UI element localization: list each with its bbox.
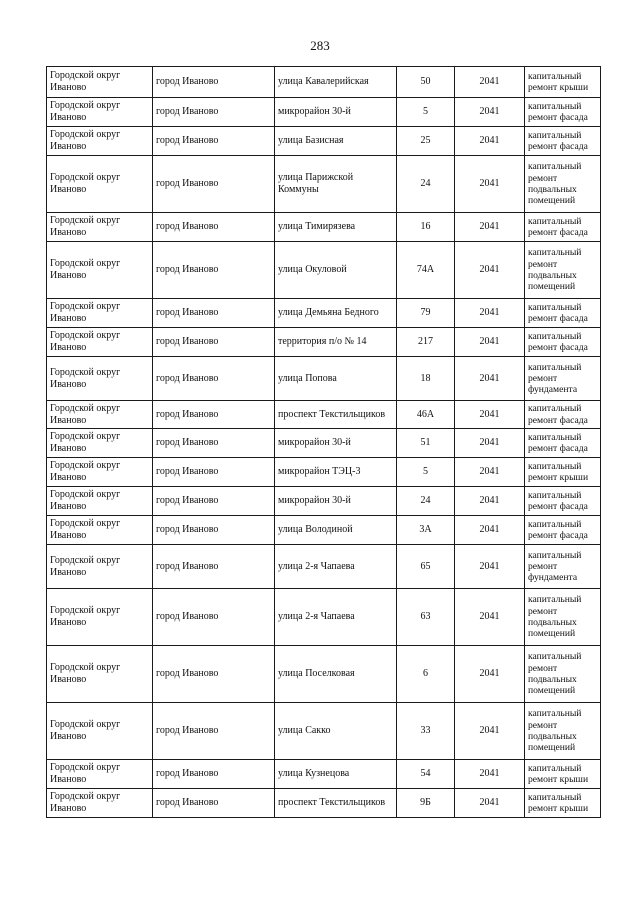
city-cell: город Иваново xyxy=(153,516,275,545)
street-cell: проспект Текстильщиков xyxy=(275,401,397,429)
house-cell: 16 xyxy=(397,213,455,242)
year-cell: 2041 xyxy=(455,401,525,429)
table-row xyxy=(47,646,601,703)
okrug-cell: Городской округ Иваново xyxy=(47,589,153,646)
okrug-cell: Городской округ Иваново xyxy=(47,357,153,401)
table-row xyxy=(47,357,601,401)
okrug-cell: Городской округ Иваново xyxy=(47,127,153,156)
house-cell: 24 xyxy=(397,487,455,516)
okrug-cell: Городской округ Иваново xyxy=(47,67,153,98)
work-type-cell: капитальный ремонт подвальных помещений xyxy=(525,242,601,299)
city-cell: город Иваново xyxy=(153,429,275,458)
house-cell: 3А xyxy=(397,516,455,545)
work-type-cell: капитальный ремонт подвальных помещений xyxy=(525,646,601,703)
okrug-cell: Городской округ Иваново xyxy=(47,98,153,127)
work-type-cell: капитальный ремонт крыши xyxy=(525,760,601,789)
table-row xyxy=(47,328,601,357)
city-cell: город Иваново xyxy=(153,213,275,242)
year-cell: 2041 xyxy=(455,98,525,127)
year-cell: 2041 xyxy=(455,67,525,98)
house-cell: 79 xyxy=(397,299,455,328)
city-cell: город Иваново xyxy=(153,589,275,646)
year-cell: 2041 xyxy=(455,760,525,789)
year-cell: 2041 xyxy=(455,545,525,589)
street-cell: улица Сакко xyxy=(275,703,397,760)
work-type-cell: капитальный ремонт крыши xyxy=(525,458,601,487)
city-cell: город Иваново xyxy=(153,703,275,760)
street-cell: улица Демьяна Бедного xyxy=(275,299,397,328)
work-type-cell: капитальный ремонт подвальных помещений xyxy=(525,703,601,760)
year-cell: 2041 xyxy=(455,357,525,401)
work-type-cell: капитальный ремонт подвальных помещений xyxy=(525,589,601,646)
street-cell: улица Тимирязева xyxy=(275,213,397,242)
table-row xyxy=(47,545,601,589)
city-cell: город Иваново xyxy=(153,127,275,156)
house-cell: 6 xyxy=(397,646,455,703)
table-row xyxy=(47,156,601,213)
work-type-cell: капитальный ремонт фасада xyxy=(525,127,601,156)
house-cell: 63 xyxy=(397,589,455,646)
year-cell: 2041 xyxy=(455,127,525,156)
street-cell: улица Попова xyxy=(275,357,397,401)
year-cell: 2041 xyxy=(455,328,525,357)
city-cell: город Иваново xyxy=(153,156,275,213)
city-cell: город Иваново xyxy=(153,299,275,328)
street-cell: улица Окуловой xyxy=(275,242,397,299)
okrug-cell: Городской округ Иваново xyxy=(47,429,153,458)
city-cell: город Иваново xyxy=(153,357,275,401)
year-cell: 2041 xyxy=(455,589,525,646)
okrug-cell: Городской округ Иваново xyxy=(47,299,153,328)
city-cell: город Иваново xyxy=(153,646,275,703)
city-cell: город Иваново xyxy=(153,487,275,516)
year-cell: 2041 xyxy=(455,516,525,545)
okrug-cell: Городской округ Иваново xyxy=(47,646,153,703)
year-cell: 2041 xyxy=(455,458,525,487)
house-cell: 33 xyxy=(397,703,455,760)
table-row xyxy=(47,429,601,458)
city-cell: город Иваново xyxy=(153,545,275,589)
year-cell: 2041 xyxy=(455,213,525,242)
okrug-cell: Городской округ Иваново xyxy=(47,156,153,213)
table-row xyxy=(47,589,601,646)
work-type-cell: капитальный ремонт подвальных помещений xyxy=(525,156,601,213)
work-type-cell: капитальный ремонт фундамента xyxy=(525,545,601,589)
street-cell: микрорайон 30-й xyxy=(275,98,397,127)
okrug-cell: Городской округ Иваново xyxy=(47,487,153,516)
table-row xyxy=(47,127,601,156)
city-cell: город Иваново xyxy=(153,328,275,357)
table-row xyxy=(47,213,601,242)
table-row xyxy=(47,516,601,545)
house-cell: 24 xyxy=(397,156,455,213)
street-cell: территория п/о № 14 xyxy=(275,328,397,357)
okrug-cell: Городской округ Иваново xyxy=(47,760,153,789)
okrug-cell: Городской округ Иваново xyxy=(47,516,153,545)
house-cell: 25 xyxy=(397,127,455,156)
table-row xyxy=(47,67,601,98)
table-row xyxy=(47,760,601,789)
city-cell: город Иваново xyxy=(153,401,275,429)
house-cell: 51 xyxy=(397,429,455,458)
work-type-cell: капитальный ремонт фасада xyxy=(525,328,601,357)
okrug-cell: Городской округ Иваново xyxy=(47,789,153,818)
house-cell: 54 xyxy=(397,760,455,789)
city-cell: город Иваново xyxy=(153,458,275,487)
street-cell: улица 2-я Чапаева xyxy=(275,545,397,589)
okrug-cell: Городской округ Иваново xyxy=(47,328,153,357)
page-number: 283 xyxy=(310,38,330,53)
year-cell: 2041 xyxy=(455,156,525,213)
street-cell: улица Кавалерийская xyxy=(275,67,397,98)
street-cell: микрорайон 30-й xyxy=(275,487,397,516)
table-row xyxy=(47,703,601,760)
street-cell: проспект Текстильщиков xyxy=(275,789,397,818)
house-cell: 5 xyxy=(397,458,455,487)
repair-schedule-table xyxy=(46,66,601,818)
street-cell: улица Поселковая xyxy=(275,646,397,703)
house-cell: 65 xyxy=(397,545,455,589)
work-type-cell: капитальный ремонт фасада xyxy=(525,429,601,458)
table-row xyxy=(47,487,601,516)
house-cell: 50 xyxy=(397,67,455,98)
house-cell: 9Б xyxy=(397,789,455,818)
year-cell: 2041 xyxy=(455,299,525,328)
okrug-cell: Городской округ Иваново xyxy=(47,458,153,487)
table-row xyxy=(47,98,601,127)
city-cell: город Иваново xyxy=(153,760,275,789)
okrug-cell: Городской округ Иваново xyxy=(47,242,153,299)
street-cell: улица Кузнецова xyxy=(275,760,397,789)
house-cell: 18 xyxy=(397,357,455,401)
okrug-cell: Городской округ Иваново xyxy=(47,545,153,589)
table-row xyxy=(47,789,601,818)
city-cell: город Иваново xyxy=(153,242,275,299)
house-cell: 217 xyxy=(397,328,455,357)
work-type-cell: капитальный ремонт фасада xyxy=(525,401,601,429)
city-cell: город Иваново xyxy=(153,98,275,127)
year-cell: 2041 xyxy=(455,429,525,458)
street-cell: улица Володиной xyxy=(275,516,397,545)
work-type-cell: капитальный ремонт фасада xyxy=(525,98,601,127)
city-cell: город Иваново xyxy=(153,789,275,818)
work-type-cell: капитальный ремонт фундамента xyxy=(525,357,601,401)
year-cell: 2041 xyxy=(455,789,525,818)
work-type-cell: капитальный ремонт фасада xyxy=(525,213,601,242)
street-cell: микрорайон ТЭЦ-3 xyxy=(275,458,397,487)
work-type-cell: капитальный ремонт крыши xyxy=(525,67,601,98)
work-type-cell: капитальный ремонт крыши xyxy=(525,789,601,818)
year-cell: 2041 xyxy=(455,703,525,760)
year-cell: 2041 xyxy=(455,242,525,299)
city-cell: город Иваново xyxy=(153,67,275,98)
table-row xyxy=(47,299,601,328)
table-row xyxy=(47,458,601,487)
okrug-cell: Городской округ Иваново xyxy=(47,401,153,429)
year-cell: 2041 xyxy=(455,646,525,703)
year-cell: 2041 xyxy=(455,487,525,516)
street-cell: улица Парижской Коммуны xyxy=(275,156,397,213)
okrug-cell: Городской округ Иваново xyxy=(47,213,153,242)
work-type-cell: капитальный ремонт фасада xyxy=(525,487,601,516)
okrug-cell: Городской округ Иваново xyxy=(47,703,153,760)
table-row xyxy=(47,401,601,429)
work-type-cell: капитальный ремонт фасада xyxy=(525,299,601,328)
work-type-cell: капитальный ремонт фасада xyxy=(525,516,601,545)
street-cell: улица Базисная xyxy=(275,127,397,156)
house-cell: 46А xyxy=(397,401,455,429)
table-row xyxy=(47,242,601,299)
street-cell: улица 2-я Чапаева xyxy=(275,589,397,646)
house-cell: 74А xyxy=(397,242,455,299)
street-cell: микрорайон 30-й xyxy=(275,429,397,458)
house-cell: 5 xyxy=(397,98,455,127)
